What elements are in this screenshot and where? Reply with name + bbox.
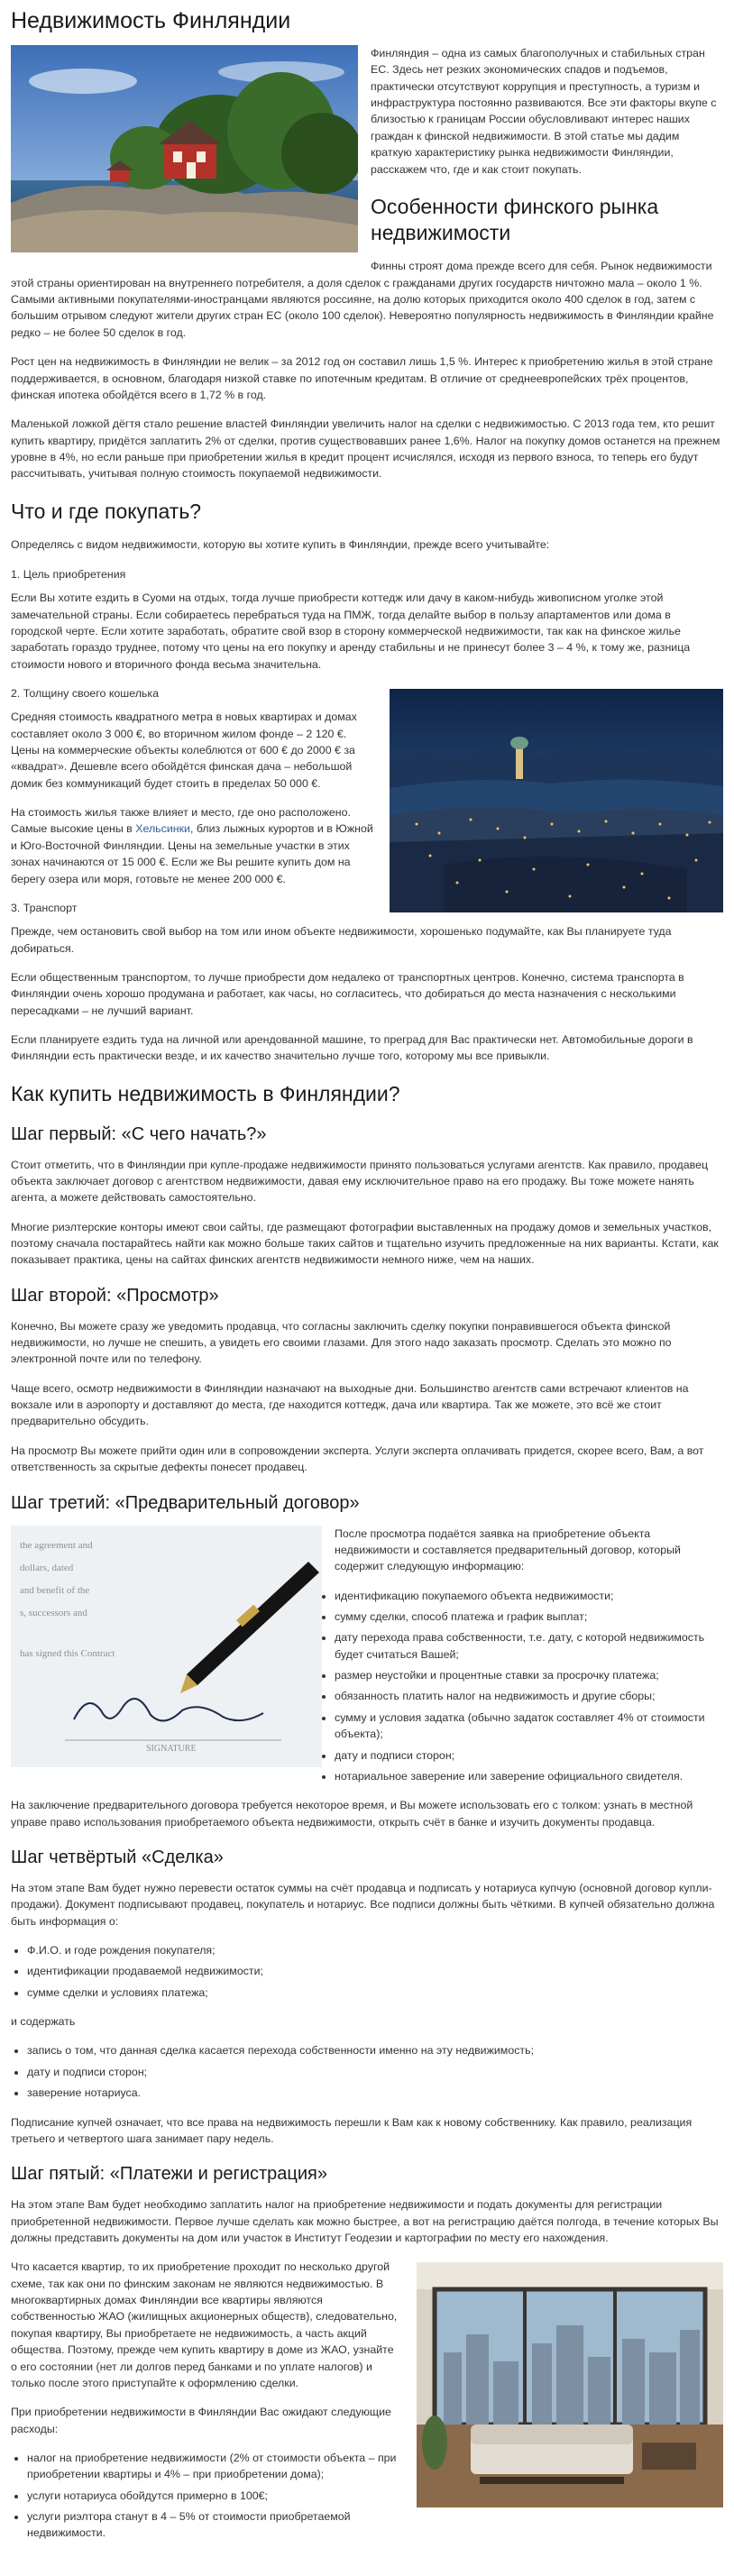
- transport-text: Прежде, чем остановить свой выбор на том или ином объекте недвижимости, хорошенько подумайте, как Вы планируете туда добираться.: [11, 925, 672, 955]
- contract-line-5: has signed this Contract: [20, 1647, 115, 1659]
- step4-heading: Шаг четвёртый «Сделка»: [11, 1847, 224, 1867]
- contract-line-4: s, successors and: [20, 1607, 87, 1618]
- features-paragraph-2: Рост цен на недвижимость в Финляндии не велик – за 2012 год он составил лишь 1,5 %. Интерес к приобретению жилья в этой стране поддерживается, в основном, благодаря низкой ставке по ипотечным кредитам. В отличие от среднеевропейских трёх процентов, финская ипотека обойдётся всего в 1,72 % в год.: [11, 355, 713, 401]
- deed-info-list: [11, 1942, 723, 2001]
- step5-paragraph-2: Что касается квартир, то их приобретение проходит по несколько другой схеме, так как они по финским законам не являются недвижимостью. В многоквартирных домах Финляндии все квартиры являются собственностью ЖАО (жилищных акционерных обществ), следовательно, покупая квартиру, Вы приобретаете не недвижимость, а часть акций общества. Поэтому, прежде чем купить квартиру в доме из ЖАО, узнайте о его состоянии (нет ли долгов перед банками и по уплате налогов) и только после этого приступайте к оформлению сделки.: [11, 2260, 398, 2389]
- step3-heading: Шаг третий: «Предварительный договор»: [11, 1492, 360, 1513]
- what-heading: Что и где покупать?: [11, 499, 202, 523]
- list-item: • обязанность платить налог на недвижимость и другие сборы;: [27, 1688, 723, 1704]
- list-item: • услуги риэлтора станут в 4 – 5% от стоимости приобретаемой недвижимости.: [27, 2508, 723, 2542]
- step2-heading: Шаг второй: «Просмотр»: [11, 1285, 219, 1306]
- purpose-text: Если Вы хотите ездить в Суоми на отдых, тогда лучше приобрести коттедж или дачу в каком-нибудь живописном уголке этой замечательной страны. Если собираетесь перебраться туда на ПМЖ, тогда делайте выбор в пользу апартаментов или дома в городской черте. Если хотите заработать, обратите свой взор в сторону коммерческой недвижимости, так как на финское жилье заработать гораздо труднее, потому что цены на его покупку и аренду стабильны и не принесут более 3 – 4 %, к тому же, разница стоимости нового и вторичного фонда весьма значительна.: [11, 591, 691, 671]
- contract-signing-image: [11, 1526, 322, 1767]
- step2-paragraph-1: Конечно, Вы можете сразу же уведомить продавца, что согласны заключить сделку покупки понравившегося объекта финской недвижимости, но лучше не спешить, а увидеть его своими глазами. Для этого надо заказать просмотр. Сделать это можно по электронной почте или по телефону.: [11, 1319, 672, 1366]
- contract-line-3: and benefit of the: [20, 1584, 90, 1596]
- step2-paragraph-3: На просмотр Вы можете прийти один или в сопровождении эксперта. Услуги эксперта оплачивать придется, скорее всего, Вам, а вот ответственность за скрытые дефекты понесет продавец.: [11, 1444, 704, 1474]
- list-item: • дату и подписи сторон;: [27, 1747, 723, 1764]
- list-item: • нотариальное заверение или заверение официального свидетеля.: [27, 1768, 723, 1784]
- contract-line-1: the agreement and: [20, 1539, 93, 1551]
- deed-contents-list: [11, 2042, 723, 2101]
- intro-paragraph: Финляндия – одна из самых благополучных и стабильных стран ЕС. Здесь нет резких экономических спадов и подъемов, практически отсутствуют коррупция и преступность, а туризм и инфраструктура постоянно развиваются. Все эти факторы вкупе с близостью к границам России обусловливают интерес наших граждан к финской недвижимости. В этой статье мы дадим краткую характеристику рынка недвижимости Финляндии, расскажем что, где и как стоит покупать.: [371, 47, 717, 176]
- how-heading: Как купить недвижимость в Финляндии?: [11, 1081, 400, 1105]
- helsinki-link[interactable]: Хельсинки: [135, 822, 190, 836]
- transport-title: 3. Транспорт: [11, 901, 78, 914]
- list-item: • сумме сделки и условиях платежа;: [27, 1985, 723, 2001]
- features-paragraph-3: Маленькой ложкой дёгтя стало решение властей Финляндии увеличить налог на сделки с недвижимостью. С 2013 года тем, кто решит купить квартиру, придётся заплатить 2% от сделки, против существовавших ранее 1,6%. Налог на покупку домов останется на прежнем уровне в 4%, но если раньше при приобретении жилья в кредит процент исчислялся, исходя из первого взноса, то теперь его будут рассчитывать, учитывая полную стоимость покупаемой недвижимости.: [11, 417, 720, 481]
- list-item: • идентификации продаваемой недвижимости;: [27, 1963, 723, 1979]
- step2-paragraph-2: Чаще всего, осмотр недвижимости в Финляндии назначают на выходные дни. Большинство агентств сами встречают клиентов на вокзале или в аэропорту и доставляют до места, где находится коттедж, дача или квартира. Так же можете, это всё же стоит предварительно обсудить.: [11, 1381, 689, 1428]
- page-title: Недвижимость Финляндии: [11, 8, 291, 33]
- list-item: • запись о том, что данная сделка касается перехода собственности именно на эту недвижимость;: [27, 2042, 723, 2058]
- list-item: • заверение нотариуса.: [27, 2085, 723, 2101]
- what-paragraph-1: Определясь с видом недвижимости, которую вы хотите купить в Финляндии, прежде всего учитывайте:: [11, 538, 550, 552]
- wallet-title: 2. Толщину своего кошелька: [11, 686, 159, 700]
- list-item: • налог на приобретение недвижимости (2% от стоимости объекта – при приобретении квартиры и 4% – при приобретении дома);: [27, 2450, 723, 2483]
- features-heading: Особенности финского рынка недвижимости: [371, 194, 659, 244]
- step1-paragraph-2: Многие риэлтерские конторы имеют свои сайты, где размещают фотографии выставленных на продажу домов и земельных участков, поэтому сначала постарайтесь найти как можно больше таких сайтов и тщательно изучить предложенные на них варианты. Кстати, как показывает практика, цены на сайтах финских агентств недвижимости немного ниже, чем на наших.: [11, 1220, 719, 1267]
- what-paragraph-2: Если общественным транспортом, то лучше приобрести дом недалеко от транспортных центров. Конечно, система транспорта в Финляндии очень хорошо продумана и работает, как часы, но согласитесь, что добираться до места назначения с несколькими пересадками – не лучший вариант.: [11, 970, 684, 1017]
- step3-paragraph-1: После просмотра подаётся заявка на приобретение объекта недвижимости и составляется предварительный договор, который содержит следующую информацию:: [335, 1526, 681, 1573]
- contract-signature-label: SIGNATURE: [146, 1743, 197, 1754]
- step3-paragraph-2: На заключение предварительного договора требуется некоторое время, и Вы можете использовать его с толком: узнать в местной управе право использования приобретаемого объекта недвижимости, открыть счёт в банке и изучить документы продавца.: [11, 1799, 693, 1829]
- step4-paragraph-2: Подписание купчей означает, что все права на недвижимость перешли к Вам как к новому собственнику. Как правило, реализация третьего и четвертого шага занимает пару недель.: [11, 2115, 693, 2145]
- features-paragraph-1: Финны строят дома прежде всего для себя. Рынок недвижимости этой страны ориентирован на внутреннего потребителя, а доля сделок с гражданами других государств ничтожно мала – около 1 %. Самыми активными покупателями-иностранцами являются россияне, на долю которых приходится около 400 сделок в год, затем с большим отрывом следуют жители других стран ЕС (около 100 сделок). Невероятно популярность недвижимость в Финляндии крайне редко – не более 50 сделок в год.: [11, 260, 714, 339]
- list-item: • сумму и условия задатка (обычно задаток составляет 4% от стоимости объекта);: [27, 1710, 723, 1743]
- step1-paragraph-1: Стоит отметить, что в Финляндии при купле-продаже недвижимости принято пользоваться услугами агентств. Как правило, продавец объекта заключает договор с агентством недвижимости, давая ему исключительное право на его продажу. Вы тоже можете нанять агента, а можете действовать самостоятельно.: [11, 1158, 709, 1205]
- step5-heading: Шаг пятый: «Платежи и регистрация»: [11, 2164, 328, 2185]
- step4-paragraph-1: На этом этапе Вам будет нужно перевести остаток суммы на счёт продавца и подписать у нотариуса купчую (основной договор купли-продажи). Документ подписывают продавец, покупатель и нотариус. Все подписи должны быть чёткими. В купчей обязательно должна быть информация о:: [11, 1881, 715, 1928]
- helsinki-night-image: [390, 689, 723, 912]
- location-text-start: На стоимость жилья также влияет и место, где оно расположено. Самые высокие цены в: [11, 806, 351, 836]
- list-item: • услуги нотариуса обойдутся примерно в 100€;: [27, 2488, 723, 2504]
- list-item: • дату и подписи сторон;: [27, 2064, 723, 2080]
- list-item: • размер неустойки и процентные ставки за просрочку платежа;: [27, 1667, 723, 1683]
- what-paragraph-3: Если планируете ездить туда на личной или арендованной машине, то преград для Вас практически нет. Автомобильные дороги в Финляндии есть практически везде, и их качество значительно лучше того, которому мы все привыкли.: [11, 1033, 693, 1063]
- contract-line-2: dollars, dated: [20, 1562, 74, 1573]
- apartment-interior-image: [417, 2262, 723, 2507]
- list-item: • идентификацию покупаемого объекта недвижимости;: [27, 1588, 723, 1604]
- step1-heading: Шаг первый: «С чего начать?»: [11, 1123, 267, 1144]
- list-item: • дату перехода права собственности, т.е. дату, с которой недвижимость будет считаться Вашей;: [27, 1629, 723, 1663]
- list-item: • Ф.И.О. и годе рождения покупателя;: [27, 1942, 723, 1958]
- island-house-image: [11, 45, 358, 252]
- step5-paragraph-1: На этом этапе Вам будет необходимо заплатить налог на приобретение недвижимости и подать документы для регистрации приобретенной недвижимости. Первое лучше сделать как можно быстрее, а вот на регистрацию даётся полгода, в течение которых Вы должны представить документы на дом или участок в Институт Геодезии и картографии по месту его нахождения.: [11, 2198, 719, 2244]
- list-item: • сумму сделки, способ платежа и график выплат;: [27, 1609, 723, 1625]
- step4-mid-text: и содержать: [11, 2015, 76, 2029]
- step5-paragraph-3: При приобретении недвижимости в Финляндии Вас ожидают следующие расходы:: [11, 2406, 391, 2435]
- location-text-end: , близ лыжных курортов и в Южной и Юго-Восточной Финляндии. Цены на земельные участки в этих зонах начинаются от 15 000 €. Если же Вы решите купить дом на берегу озера или моря, готовьте не менее 200 000 €.: [11, 822, 373, 885]
- purpose-title: 1. Цель приобретения: [11, 567, 126, 581]
- wallet-text: Средняя стоимость квадратного метра в новых квартирах и домах составляет около 3 000 €, во вторичном жилом фонде – 2 120 €. Цены на коммерческие объекты колеблются от 600 € до 2000 € за «квадрат». Дешевле всего обойдётся финская дача – небольшой домик без коммуникаций будет стоить в пределах 50 000 €.: [11, 710, 357, 790]
